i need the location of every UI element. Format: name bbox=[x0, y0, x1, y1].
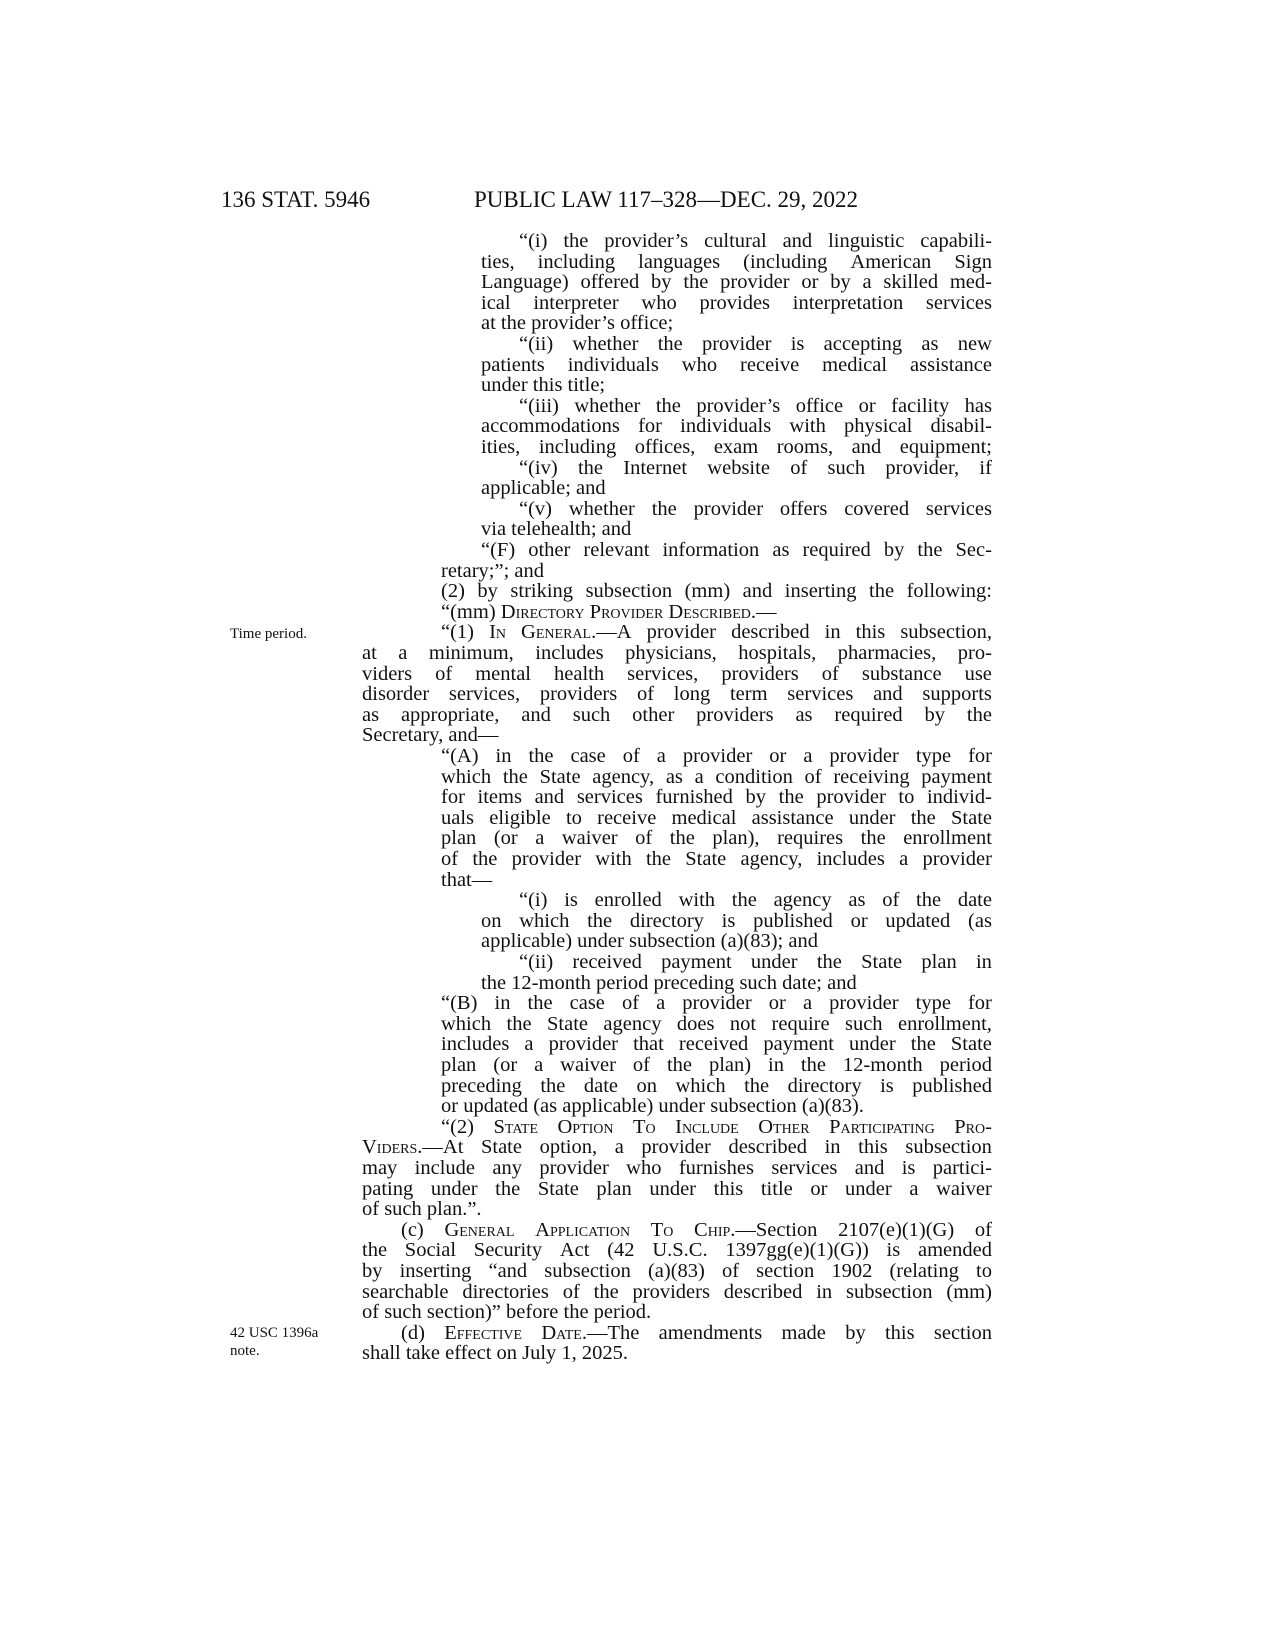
statute-text-line: applicable) under subsection (a)(83); and bbox=[481, 930, 818, 953]
statute-text-line: at a minimum, includes physicians, hospitals, pharmacies, pro- bbox=[362, 642, 992, 664]
statute-text-line: as appropriate, and such other providers as required by the bbox=[362, 703, 992, 726]
statute-text-line: patients individuals who receive medical assistance bbox=[481, 353, 992, 376]
statute-text-line: “(ii) whether the provider is accepting as new bbox=[519, 333, 992, 355]
statute-text-line: applicable; and bbox=[481, 477, 606, 500]
margin-note-usc-line2: note. bbox=[230, 1343, 260, 1359]
statute-text-line: which the State agency does not require such enrollment, bbox=[441, 1012, 992, 1035]
statute-text-line: Language) offered by the provider or by a skilled med- bbox=[481, 271, 992, 294]
statute-text-line: by inserting “and subsection (a)(83) of section 1902 (relating to bbox=[362, 1260, 992, 1282]
statute-text-line: “(i) is enrolled with the agency as of the date bbox=[519, 889, 992, 912]
statute-text-line: which the State agency, as a condition of receiving payment bbox=[441, 765, 992, 788]
statute-text-line: retary;”; and bbox=[441, 559, 545, 582]
statute-text-line: “(iv) the Internet website of such provider, if bbox=[519, 456, 992, 479]
statute-text-line: “(2) State Option To Include Other Participating Pro- bbox=[441, 1115, 992, 1138]
statute-text-line: plan (or a waiver of the plan) in the 12-month period bbox=[441, 1054, 992, 1076]
statute-text-line: “(B) in the case of a provider or a provider type for bbox=[441, 992, 992, 1015]
statute-text-line: shall take effect on July 1, 2025. bbox=[362, 1342, 629, 1365]
statute-text-line: “(F) other relevant information as required by the Sec- bbox=[481, 539, 992, 561]
statute-text-line: “(ii) received payment under the State plan in bbox=[519, 951, 992, 973]
statute-text-line: (d) Effective Date.—The amendments made by this section bbox=[401, 1321, 992, 1344]
statute-text-line: that— bbox=[441, 868, 493, 891]
statute-text-line: or updated (as applicable) under subsection (a)(83). bbox=[441, 1095, 864, 1118]
statute-text-line: “(iii) whether the provider’s office or facility has bbox=[519, 394, 992, 417]
statute-text-line: disorder services, providers of long term services and supports bbox=[362, 683, 992, 706]
statute-text-line: “(A) in the case of a provider or a provider type for bbox=[441, 745, 992, 767]
statute-text-line: viders of mental health services, providers of substance use bbox=[362, 662, 992, 685]
statute-text-line: via telehealth; and bbox=[481, 518, 632, 541]
statute-text-line: the Social Security Act (42 U.S.C. 1397gg(e)(1)(G)) is amended bbox=[362, 1239, 992, 1262]
statute-text-line: preceding the date on which the directory is published bbox=[441, 1074, 992, 1097]
statute-text-line: “(i) the provider’s cultural and linguistic capabili- bbox=[519, 230, 992, 252]
statute-text-line: Viders.—At State option, a provider described in this subsection bbox=[362, 1136, 992, 1159]
statute-text-line: under this title; bbox=[481, 374, 606, 397]
statute-text-line: ties, including languages (including American Sign bbox=[481, 250, 992, 273]
statute-text-line: “(1) In General.—A provider described in this subsection, bbox=[441, 621, 992, 644]
statute-text-line: may include any provider who furnishes services and is partici- bbox=[362, 1157, 992, 1179]
statute-text-line: includes a provider that received payment under the State bbox=[441, 1033, 992, 1056]
statute-text-line: ities, including offices, exam rooms, and equipment; bbox=[481, 436, 992, 458]
statute-text-line: on which the directory is published or updated (as bbox=[481, 909, 992, 932]
margin-note-usc-line1: 42 USC 1396a bbox=[230, 1325, 319, 1341]
margin-note-time-period: Time period. bbox=[230, 626, 307, 642]
statute-text-line: plan (or a waiver of the plan), requires the enrollment bbox=[441, 827, 992, 850]
statute-text-line: Secretary, and— bbox=[362, 724, 499, 747]
statute-text-line: of the provider with the State agency, includes a provider bbox=[441, 848, 992, 870]
statute-text-line: (2) by striking subsection (mm) and inserting the following: bbox=[441, 580, 992, 603]
statute-text-line: ical interpreter who provides interpretation services bbox=[481, 291, 992, 314]
statute-text-line: accommodations for individuals with physical disabil- bbox=[481, 415, 992, 438]
statute-text-line: “(v) whether the provider offers covered services bbox=[519, 497, 992, 520]
running-header-title: PUBLIC LAW 117–328—DEC. 29, 2022 bbox=[474, 187, 859, 212]
statute-text-line: (c) General Application To Chip.—Section 2107(e)(1)(G) of bbox=[401, 1218, 992, 1241]
statute-text-line: of such plan.”. bbox=[362, 1198, 482, 1221]
statute-text-line: the 12-month period preceding such date; and bbox=[481, 971, 857, 994]
statute-text-line: at the provider’s office; bbox=[481, 312, 674, 335]
statute-text-line: “(mm) Directory Provider Described.— bbox=[441, 600, 777, 623]
statute-text-line: searchable directories of the providers described in subsection (mm) bbox=[362, 1280, 992, 1303]
page-stat-citation: 136 STAT. 5946 bbox=[221, 187, 371, 212]
statute-text-line: pating under the State plan under this title or under a waiver bbox=[362, 1177, 992, 1200]
statute-text-line: uals eligible to receive medical assistance under the State bbox=[441, 806, 992, 829]
statute-text-line: for items and services furnished by the provider to individ- bbox=[441, 786, 992, 809]
statute-text-line: of such section)” before the period. bbox=[362, 1301, 652, 1324]
